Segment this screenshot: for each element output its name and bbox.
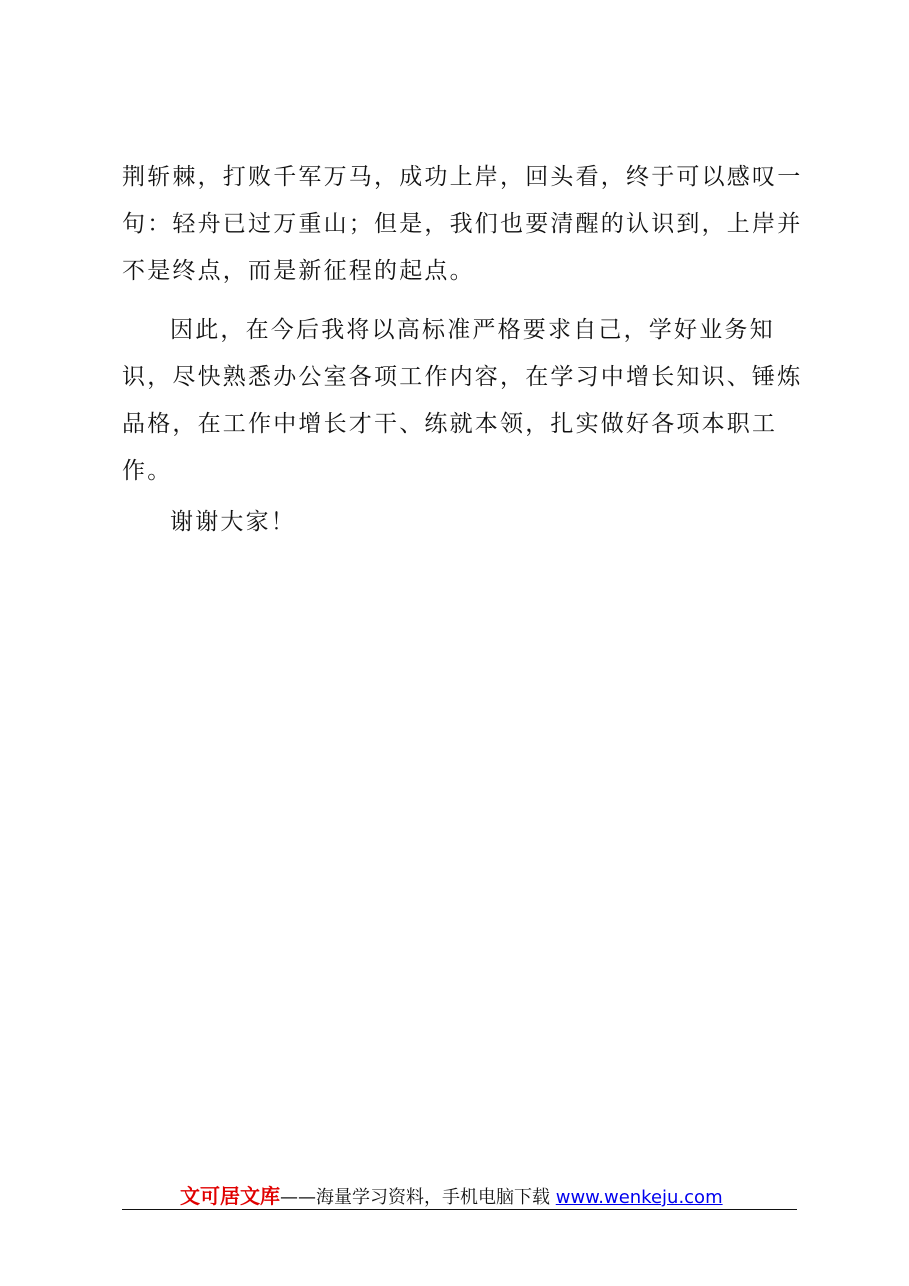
footer-text (180, 1184, 723, 1210)
body-text-line: 品格，在工作中增长才干、练就本领，扎实做好各项本职工 (122, 411, 778, 437)
footer-divider (122, 1209, 797, 1210)
website-link[interactable]: www.wenkeju.com (555, 1187, 723, 1208)
body-text-line: 荆斩棘，打败千军万马，成功上岸，回头看，终于可以感叹一 (122, 164, 803, 190)
footer-tagline: ——海量学习资料，手机电脑下载 (280, 1187, 556, 1208)
page-footer (122, 1180, 797, 1212)
closing-line: 谢谢大家！ (170, 509, 296, 535)
body-text-line: 句：轻舟已过万重山；但是，我们也要清醒的认识到，上岸并 (122, 211, 803, 237)
body-text-line: 不是终点，而是新征程的起点。 (122, 258, 475, 284)
paragraph-first-line: 因此，在今后我将以高标准严格要求自己，学好业务知 (170, 317, 775, 343)
body-text-line: 识，尽快熟悉办公室各项工作内容，在学习中增长知识、锤炼 (122, 364, 803, 390)
body-text-line: 作。 (122, 458, 173, 484)
brand-name: 文可居文库 (180, 1184, 280, 1208)
